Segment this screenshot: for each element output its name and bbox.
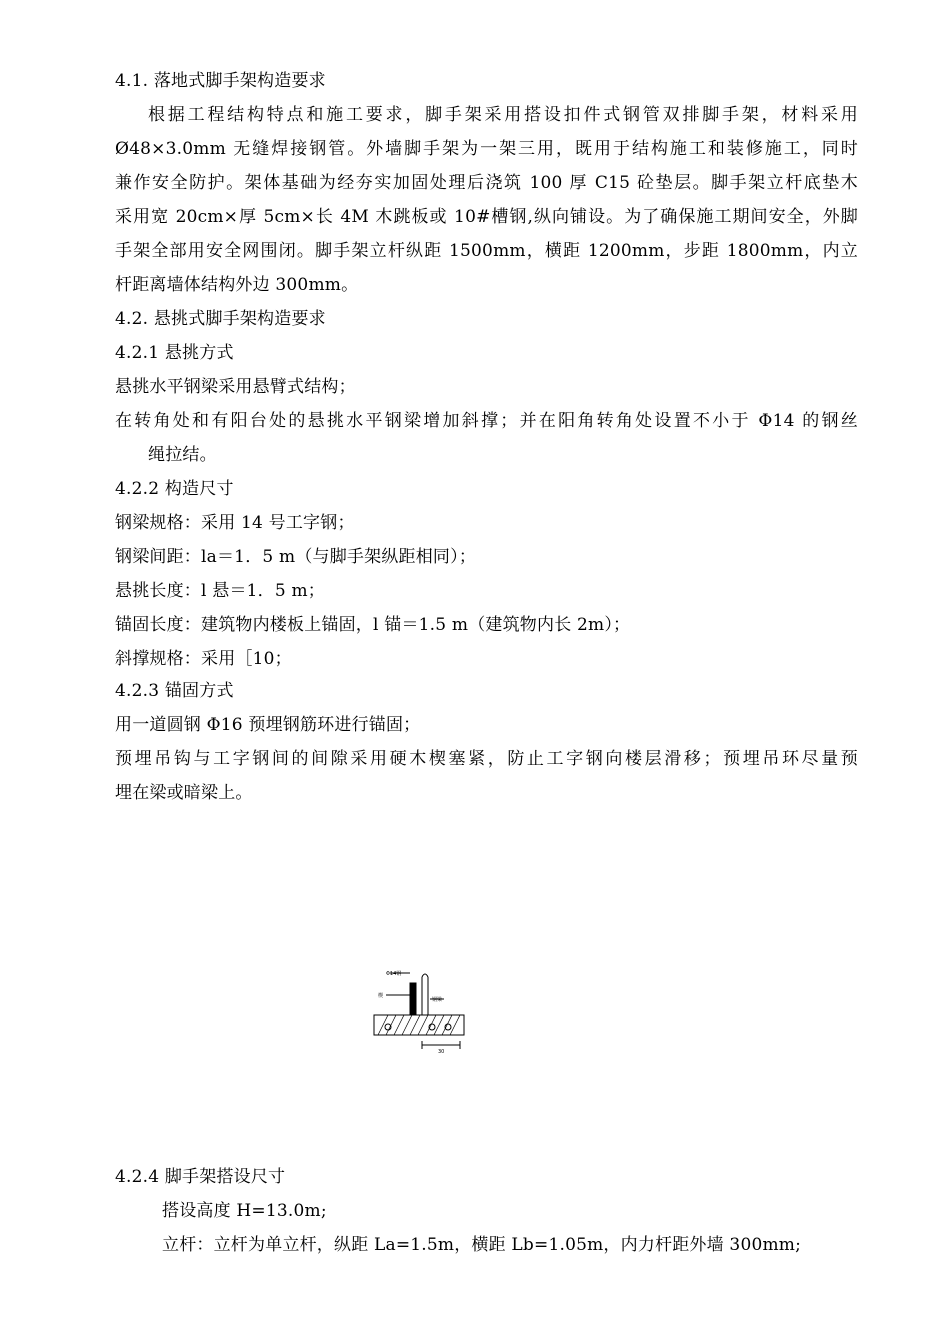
text-4-2-1-line-3: 绳拉结。	[148, 445, 217, 465]
anchorage-detail-figure	[360, 965, 470, 1055]
text-4-2-2-line-3: 悬挑长度：l 悬＝1．5 m；	[115, 581, 325, 601]
heading-4-2-3: 4.2.3 锚固方式	[115, 681, 234, 701]
figure-label-top: Φ14钢	[386, 971, 402, 977]
para-4-1-line-5: 手架全部用安全网围闭。脚手架立杆纵距 1500mm，横距 1200mm，步距 1800mm，内立	[115, 241, 858, 261]
para-4-1-line-4: 采用宽 20cm×厚 5cm×长 4M 木跳板或 10#槽钢,纵向铺设。为了确保施工期间安全，外脚	[115, 207, 858, 227]
heading-4-2: 4.2. 悬挑式脚手架构造要求	[115, 309, 326, 329]
text-4-2-3-line-1: 用一道圆钢 Φ16 预埋钢筋环进行锚固；	[115, 715, 421, 735]
para-4-1-line-3: 兼作安全防护。架体基础为经夯实加固处理后浇筑 100 厚 C15 砼垫层。脚手架立杆底垫木	[115, 173, 858, 193]
text-4-2-3-line-3: 埋在梁或暗梁上。	[115, 783, 253, 803]
text-4-2-2-line-2: 钢梁间距：la＝1．5 m（与脚手架纵距相同）；	[115, 547, 477, 567]
heading-4-2-1: 4.2.1 悬挑方式	[115, 343, 234, 363]
para-4-1-line-6: 杆距离墙体结构外边 300mm。	[115, 275, 359, 295]
heading-4-2-2: 4.2.2 构造尺寸	[115, 479, 234, 499]
figure-label-left: 楔	[378, 993, 384, 999]
figure-label-right: 钢梁	[432, 997, 443, 1003]
anchor-ring	[422, 974, 428, 1015]
text-4-2-2-line-1: 钢梁规格：采用 14 号工字钢；	[115, 513, 355, 533]
figure-label-bottom: 30	[438, 1049, 445, 1055]
text-4-2-2-line-5: 斜撑规格：采用［10；	[115, 649, 292, 669]
heading-4-2-4: 4.2.4 脚手架搭设尺寸	[115, 1167, 286, 1187]
heading-4-1: 4.1. 落地式脚手架构造要求	[115, 71, 326, 91]
text-4-2-4-line-2: 立杆：立杆为单立杆，纵距 La=1.5m，横距 Lb=1.05m，内力杆距外墙 300mm;	[162, 1235, 802, 1255]
text-4-2-4-line-1: 搭设高度 H=13.0m;	[162, 1201, 327, 1221]
para-4-1-line-1: 根据工程结构特点和施工要求，脚手架采用搭设扣件式钢管双排脚手架，材料采用	[148, 105, 858, 125]
text-4-2-1-line-2: 在转角处和有阳台处的悬挑水平钢梁增加斜撑；并在阳角转角处设置不小于 Φ14 的钢丝	[115, 411, 858, 431]
text-4-2-2-line-4: 锚固长度：建筑物内楼板上锚固，l 锚＝1.5 m（建筑物内长 2m）；	[115, 615, 631, 635]
text-4-2-3-line-2: 预埋吊钩与工字钢间的间隙采用硬木楔塞紧，防止工字钢向楼层滑移；预埋吊环尽量预	[115, 749, 858, 769]
para-4-1-line-2: Ø48×3.0mm 无缝焊接钢管。外墙脚手架为一架三用，既用于结构施工和装修施工，同时	[115, 139, 858, 159]
text-4-2-1-line-1: 悬挑水平钢梁采用悬臂式结构；	[115, 377, 356, 397]
i-beam	[410, 983, 416, 1015]
